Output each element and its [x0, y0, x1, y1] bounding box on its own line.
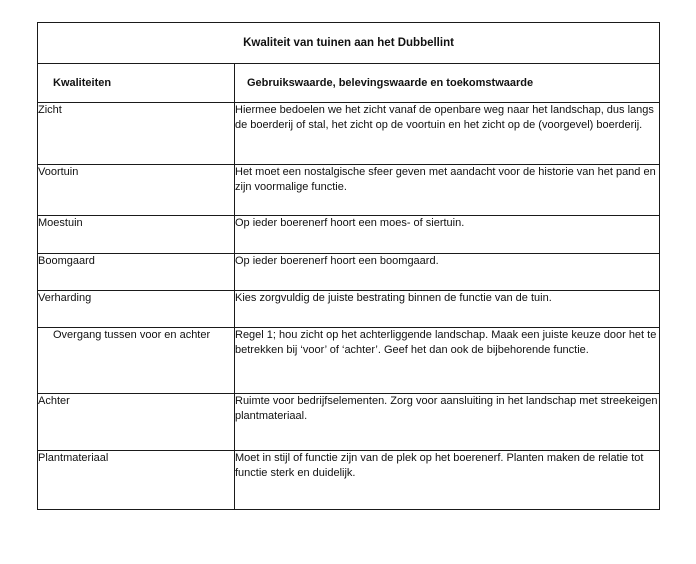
- table-row: [38, 394, 660, 451]
- table-row: [38, 165, 660, 216]
- table-row: [38, 254, 660, 291]
- header-values: Gebruikswaarde, belevingswaarde en toekomstwaarde: [235, 64, 660, 103]
- row-description: Op ieder boerenerf hoort een boomgaard.: [235, 254, 660, 291]
- table-row: [38, 291, 660, 328]
- table-title: Kwaliteit van tuinen aan het Dubbellint: [38, 23, 660, 64]
- row-label: Boomgaard: [38, 254, 235, 291]
- table-row: [38, 216, 660, 254]
- row-label: Plantmateriaal: [38, 451, 235, 510]
- row-description: Ruimte voor bedrijfselementen. Zorg voor aansluiting in het landschap met streekeigen plantmateriaal.: [235, 394, 660, 451]
- row-description: Op ieder boerenerf hoort een moes- of siertuin.: [235, 216, 660, 254]
- title-row: [38, 23, 660, 64]
- row-description: Regel 1; hou zicht op het achterliggende landschap. Maak een juiste keuze door het te betrekken bij ‘voor’ of ‘achter’. Geef het dan ook de bijbehorende functie.: [235, 328, 660, 394]
- table-row: [38, 328, 660, 394]
- row-label: Overgang tussen voor en achter: [38, 328, 235, 394]
- row-label: Voortuin: [38, 165, 235, 216]
- row-label: Verharding: [38, 291, 235, 328]
- row-label: Achter: [38, 394, 235, 451]
- row-label: Zicht: [38, 103, 235, 165]
- row-description: Kies zorgvuldig de juiste bestrating binnen de functie van de tuin.: [235, 291, 660, 328]
- quality-table: [37, 22, 660, 510]
- table-row: [38, 103, 660, 165]
- row-description: Hiermee bedoelen we het zicht vanaf de openbare weg naar het landschap, dus langs de boerderij of stal, het zicht op de voortuin en het zicht op de (voorgevel) boerderij.: [235, 103, 660, 165]
- header-qualities: Kwaliteiten: [38, 64, 235, 103]
- row-label: Moestuin: [38, 216, 235, 254]
- row-description: Het moet een nostalgische sfeer geven met aandacht voor de historie van het pand en zijn voormalige functie.: [235, 165, 660, 216]
- header-row: [38, 64, 660, 103]
- row-description: Moet in stijl of functie zijn van de plek op het boerenerf. Planten maken de relatie tot functie sterk en duidelijk.: [235, 451, 660, 510]
- table-row: [38, 451, 660, 510]
